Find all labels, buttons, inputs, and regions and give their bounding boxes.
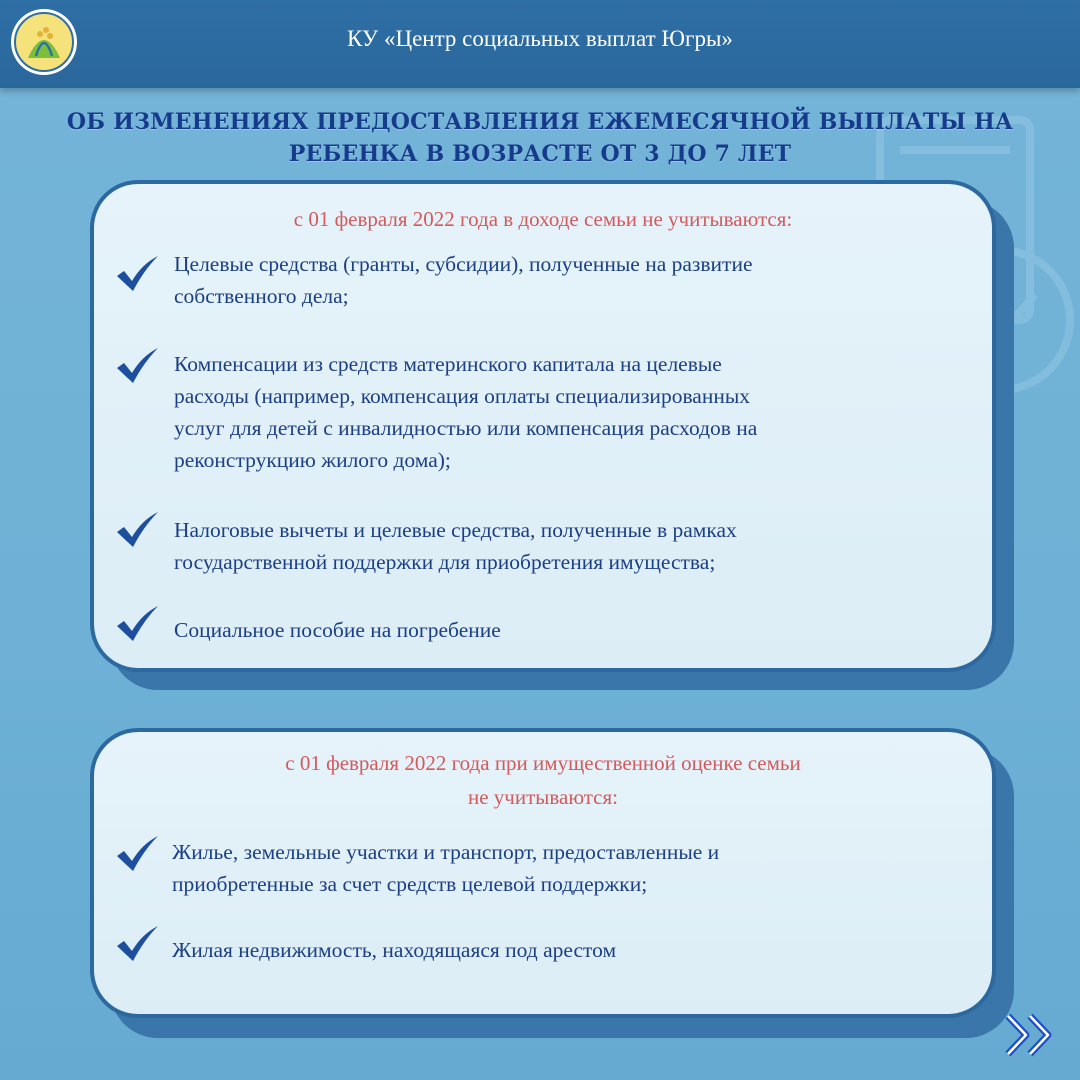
organization-name: КУ «Центр социальных выплат Югры» <box>347 26 733 51</box>
list-item-text: услуг для детей с инвалидностью или компенсация расходов на <box>174 416 758 440</box>
checkmark-icon <box>114 254 160 294</box>
list-item-text: Жилье, земельные участки и транспорт, предоставленные и <box>172 840 720 864</box>
income-card <box>90 180 996 672</box>
page-title-line-2: РЕБЕНКА В ВОЗРАСТЕ ОТ 3 ДО 7 ЛЕТ <box>288 141 792 167</box>
income-card-heading: с 01 февраля 2022 года в доходе семьи не учитываются: <box>293 207 793 231</box>
list-item-text: Целевые средства (гранты, субсидии), полученные на развитие <box>174 252 753 276</box>
property-card-heading-line-1: с 01 февраля 2022 года при имущественной оценке семьи <box>285 751 801 775</box>
list-item-text: приобретенные за счет средств целевой поддержки; <box>172 872 648 896</box>
list-item-text: государственной поддержки для приобретения имущества; <box>174 550 716 574</box>
checkmark-icon <box>114 510 160 550</box>
checkmark-icon <box>114 924 160 964</box>
property-card-heading <box>94 746 992 814</box>
double-chevron-right-icon[interactable] <box>1004 1012 1058 1058</box>
list-item-text: Жилая недвижимость, находящаяся под арестом <box>172 938 617 962</box>
page-title <box>60 106 1020 170</box>
list-item-text: реконструкцию жилого дома); <box>174 448 451 472</box>
list-item-text: Компенсации из средств материнского капитала на целевые <box>174 352 722 376</box>
checkmark-icon <box>114 346 160 386</box>
page-title-line-1: ОБ ИЗМЕНЕНИЯХ ПРЕДОСТАВЛЕНИЯ ЕЖЕМЕСЯЧНОЙ ВЫПЛАТЫ НА <box>66 109 1014 135</box>
header-bar <box>0 0 1080 88</box>
list-item-text: Социальное пособие на погребение <box>174 618 501 642</box>
checkmark-icon <box>114 834 160 874</box>
list-item-text: собственного дела; <box>174 284 349 308</box>
property-card <box>90 728 996 1018</box>
property-card-heading-line-2: не учитываются: <box>467 785 618 809</box>
list-item-text: Налоговые вычеты и целевые средства, полученные в рамках <box>174 518 737 542</box>
list-item-text: расходы (например, компенсация оплаты специализированных <box>174 384 751 408</box>
checkmark-icon <box>114 604 160 644</box>
